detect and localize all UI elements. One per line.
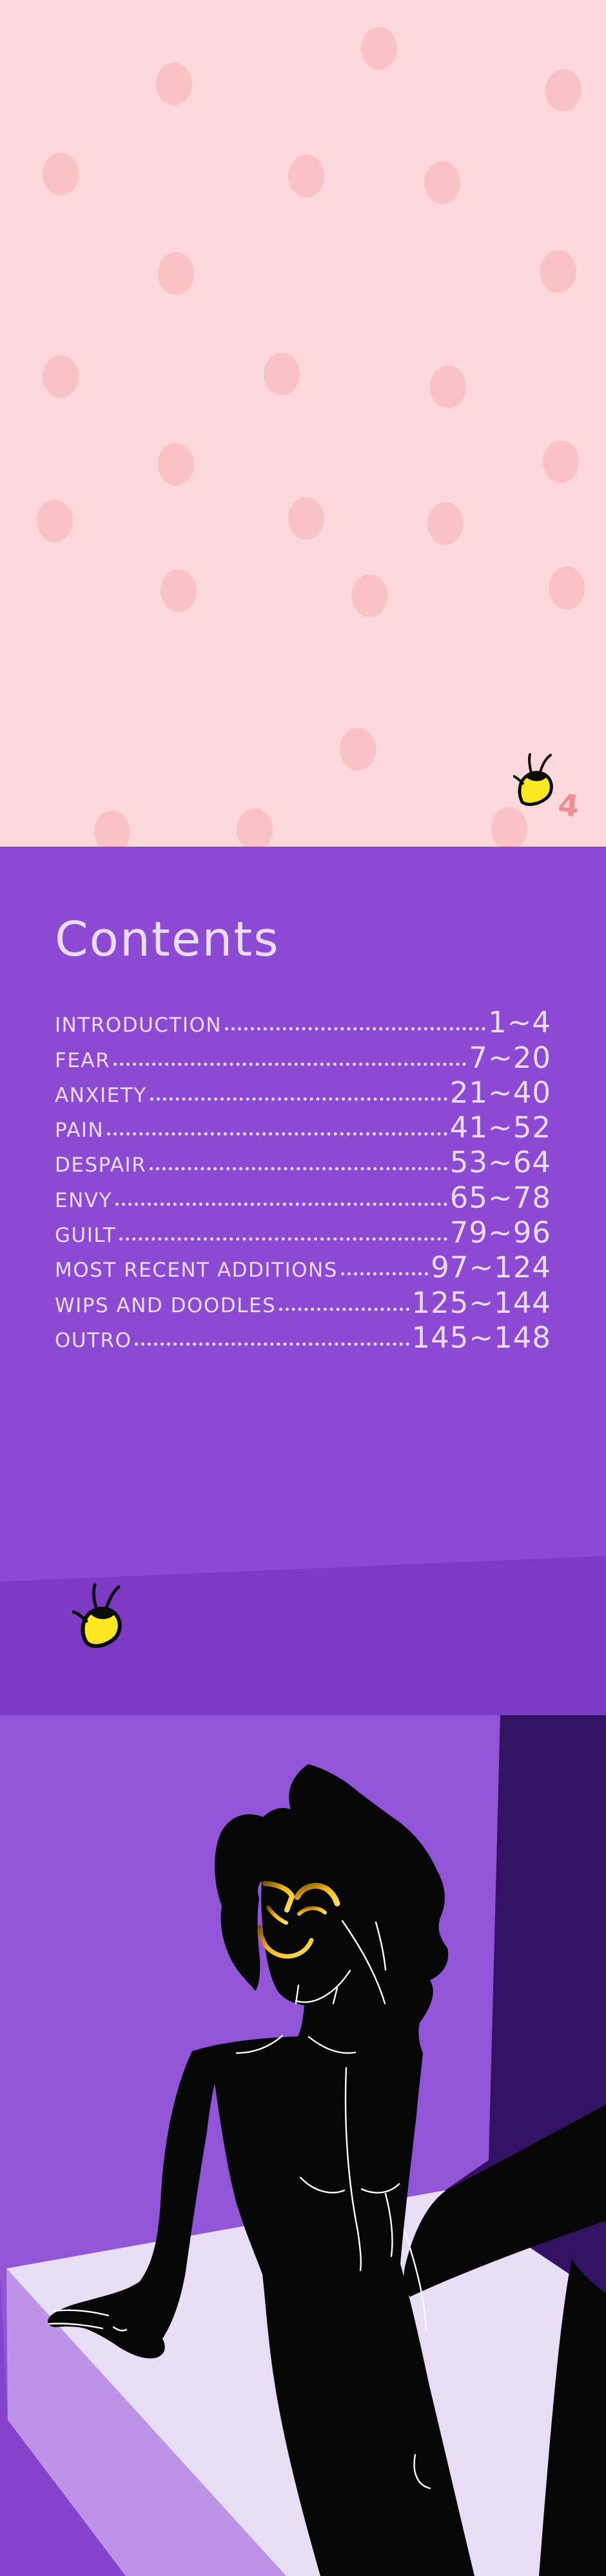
- polka-dot: [37, 500, 73, 542]
- toc-row: [55, 1004, 551, 1039]
- toc-page-range: 7~20: [469, 1040, 551, 1075]
- toc-row: [55, 1144, 551, 1179]
- figure-calf: [539, 2259, 606, 2576]
- eye-doodle-lash-right: [540, 755, 551, 772]
- toc-dotted-leader: [113, 1063, 466, 1066]
- polka-dot: [237, 809, 273, 847]
- polka-dot: [340, 728, 376, 771]
- toc-page-range: 53~64: [449, 1145, 551, 1180]
- toc-chapter-label: ANXIETY: [55, 1083, 147, 1107]
- toc-dotted-leader: [225, 1027, 485, 1030]
- polka-dot: [361, 27, 397, 70]
- toc-dotted-leader: [150, 1097, 447, 1101]
- polka-dot-pattern: [0, 0, 606, 847]
- eye-doodle-lash-mid: [529, 754, 531, 773]
- toc-dotted-leader: [150, 1167, 447, 1170]
- polka-dot: [549, 567, 585, 609]
- polka-dot: [156, 63, 192, 105]
- toc-page-range: 1~4: [488, 1005, 551, 1040]
- toc-row: [55, 1074, 551, 1109]
- toc-chapter-label: MOST RECENT ADDITIONS: [55, 1259, 338, 1283]
- polka-dot: [351, 575, 387, 617]
- toc-page-range: 145~148: [411, 1320, 551, 1355]
- table-of-contents: [55, 1004, 551, 1354]
- winking-eye-doodle-2: [72, 1583, 132, 1654]
- silhouette-figure: [0, 1715, 606, 2576]
- polka-dot: [430, 366, 466, 408]
- toc-page-range: 125~144: [411, 1285, 551, 1320]
- toc-chapter-label: DESPAIR: [55, 1154, 147, 1177]
- toc-chapter-label: WIPS AND DOODLES: [55, 1293, 277, 1317]
- toc-page-range: 21~40: [449, 1075, 551, 1110]
- polka-dot: [427, 502, 464, 545]
- toc-row: [55, 1214, 551, 1249]
- toc-chapter-label: FEAR: [55, 1048, 111, 1072]
- polka-dot: [94, 811, 130, 847]
- polka-dot: [158, 443, 194, 486]
- polka-dot: [288, 497, 324, 540]
- toc-row: [55, 1319, 551, 1354]
- toc-row: [55, 1039, 551, 1074]
- eye-doodle-lash-mid: [93, 1585, 97, 1609]
- toc-dotted-leader: [107, 1132, 447, 1136]
- figure-body: [48, 1764, 474, 2576]
- polka-dot: [161, 569, 197, 612]
- winking-eye-doodle: [513, 753, 563, 812]
- toc-row: [55, 1284, 551, 1319]
- polka-dot: [545, 69, 582, 112]
- toc-row: [55, 1109, 551, 1144]
- toc-dotted-leader: [115, 1203, 447, 1206]
- toc-dotted-leader: [341, 1272, 428, 1275]
- toc-chapter-label: OUTRO: [55, 1328, 132, 1352]
- contents-section: [0, 847, 606, 1715]
- polka-dot: [288, 155, 324, 197]
- page-number: 4: [556, 787, 581, 824]
- polka-dot: [543, 440, 579, 483]
- toc-row: [55, 1249, 551, 1284]
- toc-page-range: 41~52: [449, 1110, 551, 1145]
- toc-chapter-label: ENVY: [55, 1188, 112, 1212]
- polka-dot: [158, 252, 194, 295]
- polka-dot: [264, 353, 300, 395]
- pink-polka-dot-section: [0, 0, 606, 847]
- polka-dot: [424, 161, 460, 204]
- toc-chapter-label: GUILT: [55, 1224, 117, 1248]
- eye-doodle-lash-right: [106, 1587, 119, 1608]
- toc-row: [55, 1179, 551, 1214]
- page-title: Contents: [55, 912, 280, 967]
- toc-chapter-label: PAIN: [55, 1119, 104, 1143]
- toc-chapter-label: INTRODUCTION: [55, 1014, 222, 1037]
- polka-dot: [540, 250, 576, 293]
- illustration-scene: [0, 1715, 606, 2576]
- toc-dotted-leader: [279, 1308, 409, 1311]
- toc-page-range: 79~96: [449, 1215, 551, 1250]
- polka-dot: [43, 355, 79, 398]
- polka-dot: [491, 807, 527, 847]
- toc-page-range: 97~124: [431, 1250, 551, 1285]
- toc-dotted-leader: [135, 1342, 409, 1346]
- polka-dot: [43, 153, 79, 195]
- toc-dotted-leader: [119, 1237, 447, 1241]
- toc-page-range: 65~78: [449, 1180, 551, 1215]
